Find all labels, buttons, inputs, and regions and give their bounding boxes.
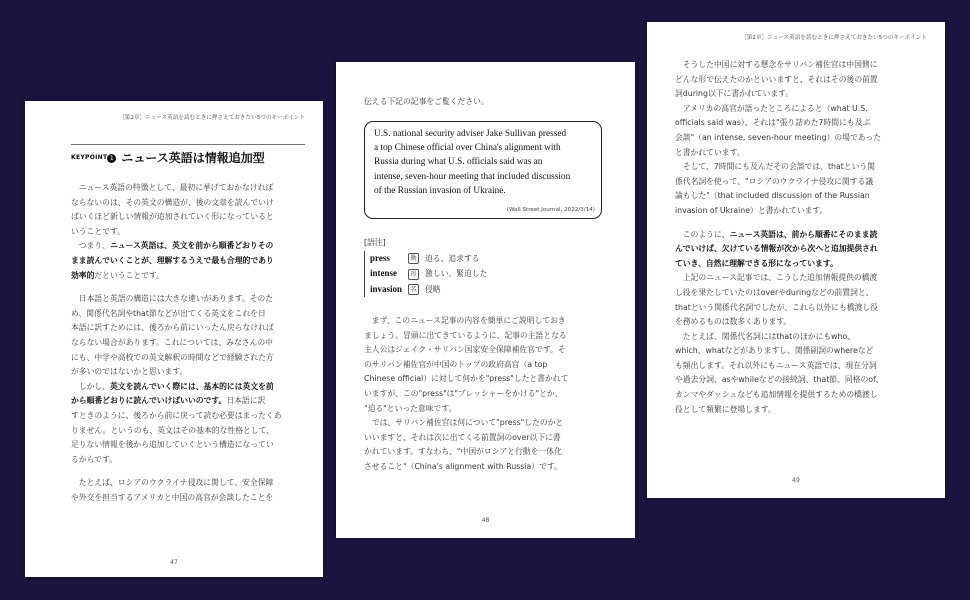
glossary-list — [364, 251, 487, 298]
text-line: ならないのは、その英文の構造が、後の文章を読んでいけ — [71, 197, 274, 207]
paragraph-gap — [675, 219, 884, 228]
emphasis-text: ていき、自然に理解できる形になっています。 — [675, 258, 838, 268]
text-line — [675, 242, 884, 257]
text-line: から順番どおりに読んでいけばいいのです。日本語に訳 — [71, 396, 266, 406]
body-text — [675, 58, 884, 417]
text-line: ましょう。冒頭に出てきているように、記事の主語となる — [364, 330, 567, 340]
page-number: 49 — [792, 477, 800, 484]
text-line: どんな形で伝えたのかといいますと、それはその後の前置 — [675, 74, 878, 84]
paragraph-gap — [71, 467, 282, 476]
text-line: にも、中学や高校での英文解釈の時間などで経験された方 — [71, 352, 274, 362]
emphasis-text: ニュース英語は、英文を前から順番どおりその — [109, 241, 274, 251]
text-line: 詞during以下に書かれています。 — [675, 89, 794, 99]
text-line: "迫る"といった意味です。 — [364, 403, 457, 413]
keypoint-number-badge: 1 — [107, 154, 116, 163]
text-line: ならない場合があります。これについては、みなさんの中 — [71, 337, 273, 347]
text-line: たとえば、ロシアのウクライナ侵攻に関して、安全保障 — [78, 478, 274, 488]
intro-text: 伝える下記の記事をご覧ください。 — [364, 97, 489, 106]
quote-source: (Wall Street Journal, 2022/3/14) — [506, 207, 595, 213]
text-line: 足りない情報を後から追加していくという構造になってい — [71, 440, 274, 450]
text-line: を務めるものは数多くあります。 — [675, 317, 792, 327]
text-line: まず、このニュース記事の内容を簡単にご説明しておき — [371, 316, 566, 325]
glossary-header: [語注] — [364, 238, 386, 247]
emphasis-text: ニュース英語は、前から順番にそのまま読 — [729, 229, 878, 239]
text-line: りません。というのも、英文はその基本的な性格として、 — [71, 425, 275, 435]
text-line: いうことです。 — [71, 226, 125, 236]
text-line: いますが、この"press"は"プレッシャーをかける"とか、 — [364, 388, 563, 398]
glossary-row — [364, 266, 487, 282]
text-line: 上記のニュース記事では、こうした追加情報提供の橋渡 — [682, 273, 878, 283]
quote-line: a top Chinese official over China's alignment with — [374, 143, 561, 154]
article-quote-box — [364, 121, 602, 219]
quote-line: U.S. national security adviser Jake Sullivan pressed — [374, 129, 567, 139]
text-line: invasion of Ukraine）と書かれています。 — [675, 205, 828, 215]
text-line: thatという関係代名詞でしたが、これら以外にも橋渡し役 — [675, 302, 878, 312]
text-line: や外交を担当するアメリカと中国の高官が会談したことを — [71, 492, 274, 502]
keypoint-tag: KEYPOINT — [71, 154, 108, 161]
glossary — [364, 236, 487, 297]
text-line: ばいくほど新しい情報が追加されていく形になっていると — [71, 212, 274, 222]
book-page-49 — [647, 22, 945, 498]
page-number: 47 — [170, 559, 178, 566]
glossary-word: press — [370, 252, 390, 263]
text-line: しかし、英文を読んでいく際には、基本的には英文を前 — [78, 381, 274, 391]
running-head: ［第2章］ニュース英語を読むときに押さえておきたい5つのキーポイント — [119, 115, 305, 121]
part-of-speech-badge: 形 — [408, 269, 419, 280]
text-line — [71, 254, 282, 269]
text-line: このように、ニュース英語は、前から順番にそのまま読 — [682, 229, 878, 239]
emphasis-text: まま読んでいくことが、理解するうえで最も合理的であり — [71, 255, 274, 265]
body-text — [71, 181, 282, 505]
book-page-47 — [25, 101, 323, 577]
glossary-meaning: 激しい、緊迫した — [425, 269, 488, 279]
book-page-48 — [336, 62, 635, 538]
glossary-word: intense — [370, 268, 397, 279]
text-line: そして、7時間にも及んだその会談では、thatという関 — [682, 162, 875, 172]
text-line: 役として頻繁に登場します。 — [675, 404, 776, 414]
body-text — [364, 314, 568, 475]
text-line: し役を果たしていたのはoverやduringなどの前置詞と、 — [675, 287, 874, 297]
glossary-meaning: 侵略 — [425, 284, 441, 294]
quote-line: of the Russian invasion of Ukraine. — [374, 185, 506, 196]
text-line: つまり、ニュース英語は、英文を前から順番どおりその — [78, 241, 274, 251]
text-line: ニュース英語の特徴として、最初に挙げておかなければ — [78, 183, 274, 192]
part-of-speech-badge: 名 — [408, 284, 419, 295]
text-line: すときのように、後ろから前に戻って読む必要はまったくあ — [71, 410, 282, 420]
text-line: 本語に訳すためには、後ろから前にいったん戻らなければ — [71, 323, 274, 333]
paragraph-gap — [71, 283, 282, 292]
text-line: いいますと、それは次に出てくる前置詞のover以下に書 — [364, 432, 561, 442]
text-line: officials said was）、それは"張り詰めた7時間にも及ぶ — [675, 118, 871, 128]
text-line: たとえば、関係代名詞にはthatのほかにもwho、 — [682, 331, 856, 341]
text-line: では、サリバン補佐官は何について"press"したのかと — [371, 418, 564, 428]
quote-line: intense, seven-hour meeting that included discussion — [374, 171, 571, 182]
keypoint-title: ニュース英語は情報追加型 — [121, 151, 265, 165]
text-line: 論もした"（that included discussion of the Russian — [675, 191, 870, 201]
text-line: 主人公はジェイク・サリバン国家安全保障補佐官です。そ — [364, 345, 566, 355]
running-head: ［第2章］ニュース英語を読むときに押さえておきたい5つのキーポイント — [741, 35, 927, 41]
emphasis-text: 効率的 — [71, 270, 95, 280]
text-line: 会談"（an intense, seven-hour meeting）の場であった — [675, 132, 882, 142]
part-of-speech-badge: 動 — [408, 253, 419, 264]
text-line: も頻出します。それ以外にもニュース英語では、現在分詞 — [675, 360, 877, 370]
text-line: が多いのではないかと思います。 — [71, 367, 188, 377]
glossary-meaning: 迫る、追求する — [425, 253, 480, 263]
text-line: かれています。すなわち、"中国がロシアと行動を一体化 — [364, 447, 562, 457]
text-line: 効率的だということです。 — [71, 270, 164, 280]
emphasis-text: から順番どおりに読んでいけばいいのです。 — [71, 396, 227, 406]
text-line: 日本語と英語の構造には大きな違いがあります。そのた — [78, 294, 274, 304]
glossary-row — [364, 251, 487, 267]
text-line: させること"（China's alignment with Russia）です。 — [364, 461, 562, 471]
text-line: Chinese official）に対して何かを"press"したと書かれて — [364, 374, 569, 384]
section-divider — [71, 144, 305, 145]
text-line: アメリカの高官が語ったところによると（what U.S. — [682, 103, 868, 113]
keypoint-heading — [71, 151, 305, 166]
glossary-row — [364, 282, 487, 298]
text-line: のサリバン補佐官が中国のトップの政府高官（a top — [364, 359, 548, 369]
text-line — [675, 257, 884, 272]
emphasis-text: んでいけば、欠けている情報が次から次へと追加提供され — [675, 244, 878, 254]
text-line: や過去分詞、asやwhileなどの接続詞、that節、同格のof、 — [675, 375, 884, 385]
glossary-word: invasion — [370, 283, 403, 294]
quote-line: Russia during what U.S. officials said was an — [374, 157, 543, 168]
text-line: るからです。 — [71, 454, 118, 464]
text-line: which、whatなどがありますし、関係副詞のwhereなど — [675, 346, 874, 356]
text-line: め、関係代名詞やthat節などが出てくる英文をこれを日 — [71, 308, 266, 318]
text-line: 係代名詞を使って、"ロシアのウクライナ侵攻に関する議 — [675, 176, 874, 186]
text-line: カンマやダッシュなども追加情報を提供するための橋渡し — [675, 390, 878, 400]
emphasis-text: 英文を読んでいく際には、基本的には英文を前 — [109, 381, 274, 391]
quote-text — [374, 122, 601, 198]
text-line: そうした中国に対する懸念をサリバン補佐官は中国側に — [682, 60, 878, 69]
text-line: と書かれています。 — [675, 147, 745, 157]
page-number: 48 — [481, 517, 490, 524]
